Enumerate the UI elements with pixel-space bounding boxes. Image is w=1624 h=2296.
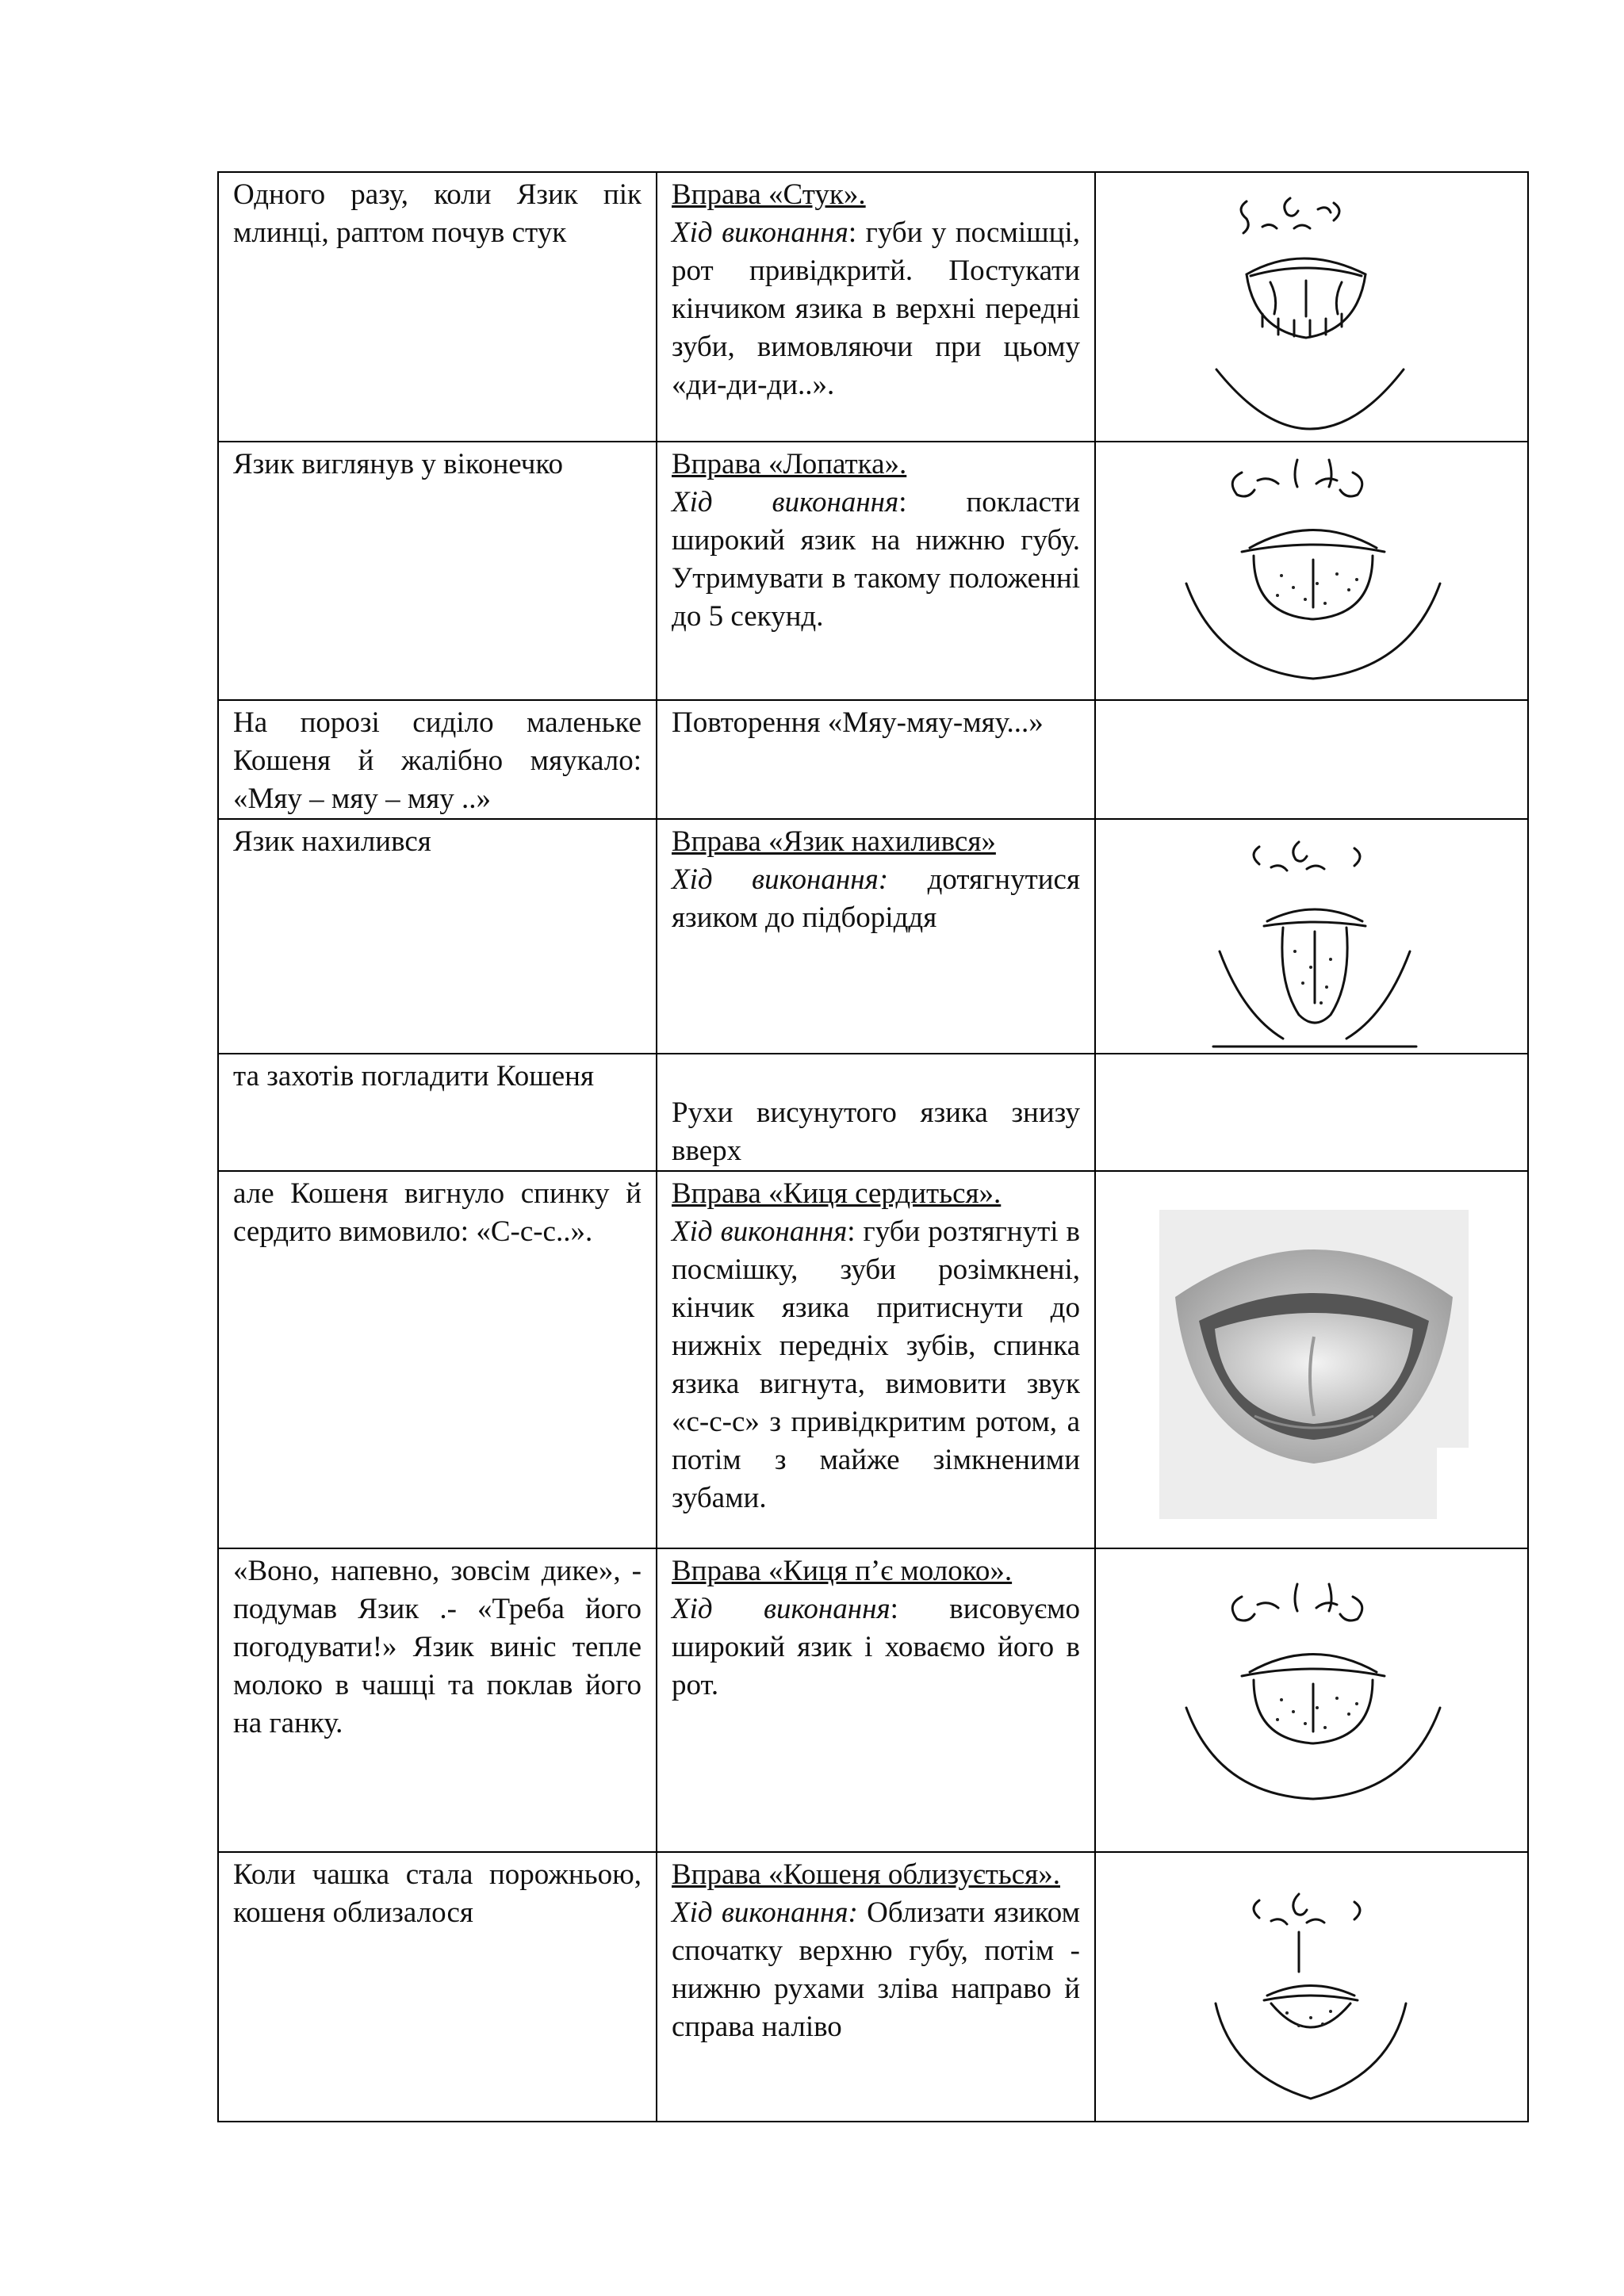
image-cell: [1095, 1548, 1528, 1852]
exercise-cell: [657, 700, 1095, 819]
story-cell: На порозі сиділо маленьке Кошеня й жалібно мяукало: «Мяу – мяу – мяу ..»: [218, 700, 657, 819]
procedure-label: Хід виконання:: [672, 1896, 858, 1929]
exercise-description: Рухи висунутого язика знизу вверх: [672, 1096, 1080, 1167]
story-cell: та захотів погладити Кошеня: [218, 1054, 657, 1171]
exercise-description: [672, 214, 1080, 404]
table-row: [218, 1054, 1528, 1171]
story-cell: Коли чашка стала порожньою, кошеня облизалося: [218, 1852, 657, 2122]
exercise-title: Вправа «Язик нахилився»: [672, 825, 996, 858]
exercise-title: Вправа «Лопатка».: [672, 448, 907, 480]
lick-lips-drawing-icon: [1212, 1885, 1410, 2107]
table-row: [218, 819, 1528, 1054]
image-cell: [1095, 172, 1528, 442]
exercise-cell: [657, 1054, 1095, 1171]
exercise-description: [672, 1894, 1080, 2046]
exercise-title: Вправа «Кошеня облизується».: [672, 1858, 1060, 1891]
exercise-description: [672, 484, 1080, 636]
exercise-title: Вправа «Стук».: [672, 178, 866, 211]
procedure-label: Хід виконання: [672, 486, 899, 519]
procedure-text: : покласти широкий язик на нижню губу. Утримувати в такому положенні до 5 секунд.: [672, 486, 1080, 633]
exercise-table: [217, 171, 1529, 2122]
procedure-text: дотягнутися язиком до підборіддя: [672, 863, 1080, 934]
table-row: [218, 1171, 1528, 1548]
procedure-label: Хід виконання:: [672, 863, 889, 896]
table-row: [218, 1852, 1528, 2122]
exercise-title: Вправа «Киця сердиться».: [672, 1177, 1002, 1210]
wide-tongue-on-lip-drawing-icon: [1178, 449, 1448, 695]
exercise-description: Повторення «Мяу-мяу-мяу...»: [672, 706, 1044, 739]
exercise-cell: [657, 1171, 1095, 1548]
exercise-title: Вправа «Киця п’є молоко».: [672, 1555, 1013, 1587]
table-row: [218, 442, 1528, 700]
procedure-label: Хід виконання: [672, 1593, 891, 1625]
story-cell: Язик нахилився: [218, 819, 657, 1054]
procedure-label: Хід виконання: [672, 1215, 848, 1248]
tongue-to-chin-drawing-icon: [1212, 832, 1418, 1048]
table-row: [218, 700, 1528, 819]
story-cell: «Воно, напевно, зовсім дике», - подумав Язик .- «Треба його погодувати!» Язик виніс тепле молоко в чашці та поклав його на ганку.: [218, 1548, 657, 1852]
image-cell: [1095, 442, 1528, 700]
procedure-label: Хід виконання: [672, 216, 848, 249]
image-cell: [1095, 1054, 1528, 1171]
exercise-cell: [657, 1852, 1095, 2122]
wide-tongue-on-lip-drawing-icon: [1178, 1573, 1448, 1803]
procedure-text: Облизати язиком спочатку верхню губу, потім - нижню рухами зліва направо й справа наліво: [672, 1896, 1080, 2043]
exercise-description: [672, 1590, 1080, 1705]
image-cell: [1095, 700, 1528, 819]
table-row: [218, 1548, 1528, 1852]
procedure-text: : губи у посмішці, рот привідкритй. Постукати кінчиком язика в верхні передні зуби, вимовляючи при цьому «ди-ди-ди..».: [672, 216, 1080, 401]
image-cell: [1095, 1852, 1528, 2122]
story-cell: Одного разу, коли Язик пік млинці, раптом почув стук: [218, 172, 657, 442]
mouth-open-teeth-drawing-icon: [1215, 187, 1405, 433]
exercise-cell: [657, 819, 1095, 1054]
image-cell: [1095, 1171, 1528, 1548]
procedure-text: : губи розтягнуті в посмішку, зуби розімкнені, кінчик язика притиснути до нижніх передніх зубів, спинка язика вигнута, вимовити звук «с-с-с» з привідкритим ротом, а потім з майже зімкненими зубами.: [672, 1215, 1080, 1514]
exercise-cell: [657, 172, 1095, 442]
arched-tongue-photo-icon: [1159, 1210, 1469, 1519]
procedure-text: : висовуємо широкий язик і ховаємо його в рот.: [672, 1593, 1080, 1701]
story-cell: але Кошеня вигнуло спинку й сердито вимовило: «С-с-с..».: [218, 1171, 657, 1548]
image-cell: [1095, 819, 1528, 1054]
table-row: [218, 172, 1528, 442]
story-cell: Язик виглянув у віконечко: [218, 442, 657, 700]
exercise-cell: [657, 442, 1095, 700]
exercise-description: [672, 861, 1080, 937]
exercise-description: [672, 1213, 1080, 1517]
exercise-cell: [657, 1548, 1095, 1852]
